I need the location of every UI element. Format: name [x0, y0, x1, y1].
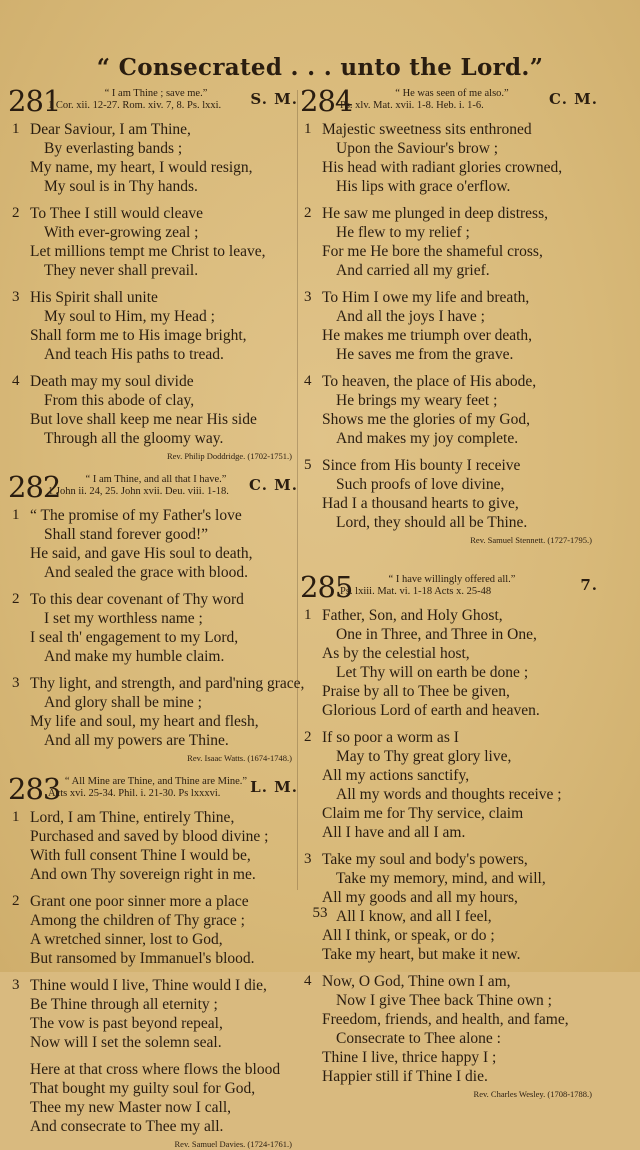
verse-line: All my goods and all my hours, — [322, 889, 518, 906]
verse-line: And own Thy sovereign right in me. — [30, 866, 256, 883]
hymn-meter: C. M. — [549, 90, 598, 108]
verse-number: 1 — [304, 121, 312, 137]
author-credit: Rev. Philip Doddridge. (1702-1751.) — [166, 451, 292, 461]
verse-line: Death may my soul divide — [30, 373, 194, 390]
verse-line: And all my powers are Thine. — [44, 732, 229, 749]
verse-line: Shows me the glories of my God, — [322, 411, 530, 428]
verse — [8, 590, 298, 666]
verse — [8, 808, 298, 884]
verse-line: Be Thine through all eternity ; — [30, 996, 218, 1013]
verse-line: Glorious Lord of earth and heaven. — [322, 702, 540, 719]
hymn-heading — [48, 88, 264, 112]
verse-line: Lord, I am Thine, entirely Thine, — [30, 809, 235, 826]
verse-line: All my words and thoughts receive ; — [336, 786, 562, 803]
verse-line: His lips with grace o'erflow. — [336, 178, 511, 195]
verse-line: All I have and all I am. — [322, 824, 466, 841]
hymn-header — [8, 472, 298, 504]
verse-number: 2 — [304, 205, 312, 221]
verse-line: He said, and gave His soul to death, — [30, 545, 253, 562]
hymn-meter: S. M. — [250, 90, 298, 108]
verse-line: Grant one poor sinner more a place — [30, 893, 249, 910]
hymn-header — [8, 86, 298, 118]
verse-line: Praise by all to Thee be given, — [322, 683, 510, 700]
verse-line: Father, Son, and Holy Ghost, — [322, 607, 503, 624]
verse-number: 1 — [304, 607, 312, 623]
verse-number: 3 — [304, 851, 312, 867]
verse-line: Such proofs of love divine, — [336, 476, 505, 493]
hymn-quote: “ All Mine are Thine, and Thine are Mine.” — [64, 776, 248, 787]
verse-number: 2 — [12, 893, 20, 909]
verse-line: Through all the gloomy way. — [44, 430, 224, 447]
verse-line: Majestic sweetness sits enthroned — [322, 121, 532, 138]
scripture-refs: Ps. xlv. Mat. xvii. 1-8. Heb. i. 1-6. — [340, 100, 484, 111]
verse-line: Happier still if Thine I die. — [322, 1068, 488, 1085]
verse-line: Lord, they should all be Thine. — [336, 514, 528, 531]
verse-number: 2 — [12, 205, 20, 221]
verse-line: With ever-growing zeal ; — [44, 224, 199, 241]
verse-number: 5 — [304, 457, 312, 473]
verse-line: May to Thy great glory live, — [336, 748, 512, 765]
verse-number: 4 — [304, 373, 312, 389]
page-number: 53 — [312, 905, 328, 921]
verse-line: To heaven, the place of His abode, — [322, 373, 537, 390]
verse — [8, 506, 298, 582]
verse-line: “ The promise of my Father's love — [30, 507, 242, 524]
verse-line: Thy light, and strength, and pard'ning grace, — [30, 675, 305, 692]
verse-line: Among the children of Thy grace ; — [30, 912, 245, 929]
verse-line: My name, my heart, I would resign, — [30, 159, 253, 176]
scripture-refs: 1 Cor. xii. 12-27. Rom. xiv. 7, 8. Ps. lxxi. — [48, 100, 222, 111]
author-credit: Rev. Charles Wesley. (1708-1788.) — [473, 1089, 592, 1099]
author-credit: Rev. Isaac Watts. (1674-1748.) — [187, 753, 292, 763]
verse-number: 3 — [12, 675, 20, 691]
verse-line: Now will I set the solemn seal. — [30, 1034, 222, 1051]
verse-line: He saw me plunged in deep distress, — [322, 205, 548, 222]
verse — [8, 288, 298, 364]
verse-line: And all the joys I have ; — [336, 308, 485, 325]
verse-line: Shall stand forever good!” — [44, 526, 208, 543]
verse-number: 2 — [304, 729, 312, 745]
verse-line: Dear Saviour, I am Thine, — [30, 121, 191, 138]
verse-line: To Thee I still would cleave — [30, 205, 203, 222]
hymn-heading — [340, 88, 564, 112]
verse-line: With full consent Thine I would be, — [30, 847, 251, 864]
hymn-heading — [48, 776, 264, 800]
verse-line: But ransomed by Immanuel's blood. — [30, 950, 255, 967]
hymn-281 — [8, 86, 298, 462]
verse-line: All I think, or speak, or do ; — [322, 927, 495, 944]
verse-line: Take my memory, mind, and will, — [336, 870, 546, 887]
right-column — [300, 86, 598, 1100]
verse-line: And consecrate to Thee my all. — [30, 1118, 224, 1135]
verse-line: Claim me for Thy service, claim — [322, 805, 524, 822]
verse — [300, 288, 598, 364]
verse-line: Take my heart, but make it new. — [322, 946, 521, 963]
verse-line: To Him I owe my life and breath, — [322, 289, 530, 306]
author-credit: Rev. Samuel Stennett. (1727-1795.) — [470, 535, 592, 545]
hymn-number: 283 — [8, 772, 61, 806]
verse-line: Since from His bounty I receive — [322, 457, 521, 474]
verse-line: I seal th' engagement to my Lord, — [30, 629, 239, 646]
verse-line: Now, O God, Thine own I am, — [322, 973, 511, 990]
verse-line: My life and soul, my heart and flesh, — [30, 713, 259, 730]
verse-line: But love shall keep me near His side — [30, 411, 257, 428]
verse — [8, 1060, 298, 1136]
author-credit: Rev. Samuel Davies. (1724-1761.) — [174, 1139, 292, 1149]
verse-line: Freedom, friends, and health, and fame, — [322, 1011, 569, 1028]
verse-number: 4 — [304, 973, 312, 989]
verse — [300, 372, 598, 448]
verse-line: And sealed the grace with blood. — [44, 564, 249, 581]
verse — [8, 674, 305, 750]
verse-number: 1 — [12, 507, 20, 523]
page-title: “ Consecrated . . . unto the Lord.” — [96, 54, 544, 81]
scripture-refs: Ps. lxiii. Mat. vi. 1-18 Acts x. 25-48 — [340, 586, 492, 597]
verse-line: Here at that cross where flows the blood — [30, 1061, 281, 1078]
verse-line: By everlasting bands ; — [44, 140, 183, 157]
verse — [8, 372, 298, 448]
hymn-283 — [8, 774, 298, 1150]
verse — [300, 606, 598, 720]
verse-number: 3 — [304, 289, 312, 305]
verse-number: 3 — [12, 977, 20, 993]
hymn-number: 284 — [300, 84, 353, 118]
verse-line: All my actions sanctify, — [322, 767, 470, 784]
verse — [8, 120, 298, 196]
hymn-meter: L. M. — [250, 778, 298, 796]
verse-line: Purchased and saved by blood divine ; — [30, 828, 269, 845]
verse-line: And make my humble claim. — [44, 648, 225, 665]
verse-line: And teach His paths to tread. — [44, 346, 224, 363]
verse-line: And glory shall be mine ; — [44, 694, 202, 711]
verse — [300, 456, 598, 532]
verse-line: And carried all my grief. — [336, 262, 490, 279]
hymn-quote: “ I am Thine ; save me.” — [104, 88, 208, 99]
verse-line: Take my soul and body's powers, — [322, 851, 528, 868]
verse — [300, 204, 598, 280]
hymn-header — [8, 774, 298, 806]
verse-number: 4 — [12, 373, 20, 389]
hymn-quote: “ I have willingly offered all.” — [388, 574, 516, 585]
verse-line: His Spirit shall unite — [30, 289, 158, 306]
hymn-header — [300, 86, 598, 118]
verse-number: 3 — [12, 289, 20, 305]
verse-line: And makes my joy complete. — [336, 430, 519, 447]
verse-line: They never shall prevail. — [44, 262, 199, 279]
verse-line: Let Thy will on earth be done ; — [336, 664, 529, 681]
verse-line: All I know, and all I feel, — [336, 908, 492, 925]
verse — [300, 728, 598, 842]
left-column — [8, 84, 305, 1150]
verse-line: Now I give Thee back Thine own ; — [336, 992, 552, 1009]
hymn-quote: “ He was seen of me also.” — [395, 88, 509, 99]
verse-line: If so poor a worm as I — [322, 729, 459, 746]
hymn-header — [300, 572, 598, 604]
verse-line: My soul is in Thy hands. — [44, 178, 198, 195]
hymn-number: 282 — [8, 470, 61, 504]
verse-number: 1 — [12, 121, 20, 137]
verse-line: To this dear covenant of Thy word — [30, 591, 244, 608]
scripture-refs: 1 John ii. 24, 25. John xvii. Deu. viii. 1-18. — [48, 486, 229, 497]
verse-line: I set my worthless name ; — [44, 610, 203, 627]
verse-line: Thee my new Master now I call, — [30, 1099, 232, 1116]
hymn-282 — [8, 470, 305, 764]
hymn-meter: 7. — [580, 576, 598, 594]
verse-line: He brings my weary feet ; — [336, 392, 498, 409]
verse-number: 2 — [12, 591, 20, 607]
verse-line: For me He bore the shameful cross, — [322, 243, 543, 260]
hymn-heading — [340, 574, 564, 598]
hymn-heading — [48, 474, 264, 498]
verse — [300, 972, 598, 1086]
verse-line: One in Three, and Three in One, — [336, 626, 537, 643]
hymn-number: 281 — [8, 84, 61, 118]
verse-line: He makes me triumph over death, — [322, 327, 533, 344]
verse-line: Upon the Saviour's brow ; — [336, 140, 499, 157]
verse-line: That bought my guilty soul for God, — [30, 1080, 256, 1097]
verse-line: My soul to Him, my Head ; — [44, 308, 215, 325]
scripture-refs: Acts xvi. 25-34. Phil. i. 21-30. Ps lxxxvi. — [48, 788, 221, 799]
verse-line: The vow is past beyond repeal, — [30, 1015, 223, 1032]
verse-line: Consecrate to Thee alone : — [336, 1030, 501, 1047]
verse — [8, 204, 298, 280]
hymn-284 — [300, 86, 598, 546]
verse-line: From this abode of clay, — [44, 392, 195, 409]
verse-line: A wretched sinner, lost to God, — [30, 931, 223, 948]
hymn-quote: “ I am Thine, and all that I have.” — [85, 474, 227, 485]
verse-line: He flew to my relief ; — [336, 224, 470, 241]
verse-line: As by the celestial host, — [322, 645, 470, 662]
verse-line: He saves me from the grave. — [336, 346, 514, 363]
verse — [300, 120, 598, 196]
verse-line: His head with radiant glories crowned, — [322, 159, 563, 176]
verse — [8, 892, 298, 968]
hymn-number: 285 — [300, 570, 353, 604]
verse — [8, 976, 298, 1052]
verse-line: Had I a thousand hearts to give, — [322, 495, 519, 512]
verse-line: Let millions tempt me Christ to leave, — [30, 243, 266, 260]
verse-number: 1 — [12, 809, 20, 825]
verse-line: Shall form me to His image bright, — [30, 327, 247, 344]
hymn-285 — [300, 572, 598, 1100]
verse-line: Thine would I live, Thine would I die, — [30, 977, 267, 994]
verse-line: Thine I live, thrice happy I ; — [322, 1049, 497, 1066]
hymn-meter: C. M. — [249, 476, 298, 494]
